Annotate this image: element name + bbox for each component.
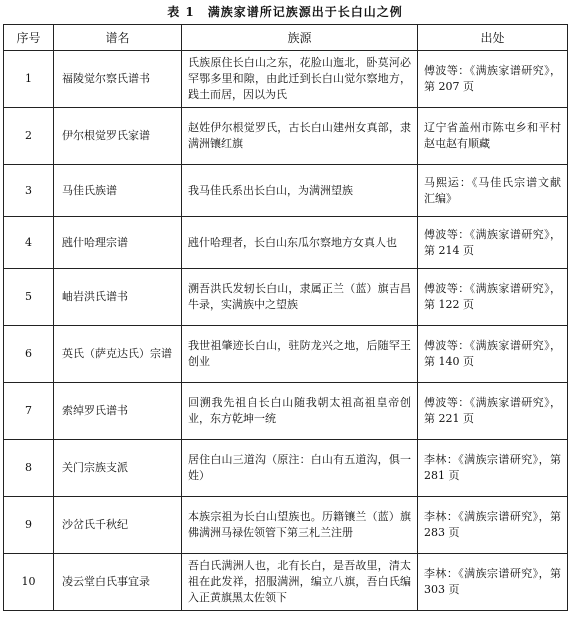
clan-origin: 回溯我先祖自长白山随我朝太祖高祖皇帝创业，东方乾坤一统	[182, 383, 418, 440]
header-name: 谱名	[54, 25, 182, 51]
genealogy-name: 沙岔氏千秋纪	[54, 497, 182, 554]
table-row	[4, 326, 568, 383]
clan-origin: 溯吾洪氏发轫长白山，隶属正兰（蓝）旗吉昌牛录，实满族中之望族	[182, 269, 418, 326]
table-header-row	[4, 25, 568, 51]
clan-origin: 吾白氏满洲人也，北有长白，是吾故里，清太祖在此发祥，招服满洲，编立八旗，吾白氏编入正黄旗黑太佐领下	[182, 554, 418, 611]
row-number: 1	[4, 51, 54, 108]
source-citation: 傅波等：《满族家谱研究》，第 207 页	[418, 51, 568, 108]
source-citation: 李林：《满族宗谱研究》，第 283 页	[418, 497, 568, 554]
genealogy-name: 瓲什哈理宗谱	[54, 217, 182, 269]
genealogy-name: 伊尔根觉罗氏家谱	[54, 108, 182, 165]
source-citation: 傅波等：《满族家谱研究》，第 122 页	[418, 269, 568, 326]
source-citation: 辽宁省盖州市陈屯乡和平村赵屯赵有顺藏	[418, 108, 568, 165]
genealogy-name: 马佳氏族谱	[54, 165, 182, 217]
table-row	[4, 383, 568, 440]
source-citation: 傅波等：《满族家谱研究》，第 221 页	[418, 383, 568, 440]
row-number: 5	[4, 269, 54, 326]
clan-origin: 我世祖肇迹长白山，驻防龙兴之地，后随罕王创业	[182, 326, 418, 383]
source-citation: 李林：《满族宗谱研究》，第 303 页	[418, 554, 568, 611]
header-source: 出处	[418, 25, 568, 51]
source-citation: 马熙运：《马佳氏宗谱文献汇编》	[418, 165, 568, 217]
genealogy-name: 索绰罗氏谱书	[54, 383, 182, 440]
clan-origin: 居住白山三道沟（原注：白山有五道沟，俱一姓）	[182, 440, 418, 497]
genealogy-name: 英氏（萨克达氏）宗谱	[54, 326, 182, 383]
table-row	[4, 108, 568, 165]
table-row	[4, 217, 568, 269]
table-row	[4, 554, 568, 611]
source-citation: 傅波等：《满族家谱研究》，第 140 页	[418, 326, 568, 383]
row-number: 4	[4, 217, 54, 269]
row-number: 9	[4, 497, 54, 554]
table-caption: 表 1 满族家谱所记族源出于长白山之例	[167, 5, 403, 19]
clan-origin-table	[3, 24, 568, 611]
header-origin: 族源	[182, 25, 418, 51]
row-number: 2	[4, 108, 54, 165]
table-row	[4, 497, 568, 554]
source-citation: 傅波等：《满族家谱研究》，第 214 页	[418, 217, 568, 269]
header-no: 序号	[4, 25, 54, 51]
row-number: 7	[4, 383, 54, 440]
table-row	[4, 165, 568, 217]
genealogy-name: 福陵觉尔察氏谱书	[54, 51, 182, 108]
genealogy-name: 关门宗族支派	[54, 440, 182, 497]
clan-origin: 我马佳氏系出长白山，为满洲望族	[182, 165, 418, 217]
clan-origin: 赵姓伊尔根觉罗氏，古长白山建州女真部，隶满洲镶红旗	[182, 108, 418, 165]
clan-origin: 本族宗祖为长白山望族也。历籍镶兰（蓝）旗佛满洲马禄佐领管下第三札兰注册	[182, 497, 418, 554]
table-row	[4, 269, 568, 326]
source-citation: 李林：《满族宗谱研究》，第 281 页	[418, 440, 568, 497]
genealogy-name: 凌云堂白氏事宜录	[54, 554, 182, 611]
row-number: 10	[4, 554, 54, 611]
row-number: 6	[4, 326, 54, 383]
clan-origin: 瓲什哈理者，长白山东瓜尔察地方女真人也	[182, 217, 418, 269]
row-number: 3	[4, 165, 54, 217]
table-row	[4, 440, 568, 497]
table-row	[4, 51, 568, 108]
row-number: 8	[4, 440, 54, 497]
genealogy-name: 岫岩洪氏谱书	[54, 269, 182, 326]
clan-origin: 氏族原住长白山之东，花脸山迤北，卧莫河必罕鄂多里和隙，由此迁到长白山觉尔察地方，践土而居，因以为氏	[182, 51, 418, 108]
